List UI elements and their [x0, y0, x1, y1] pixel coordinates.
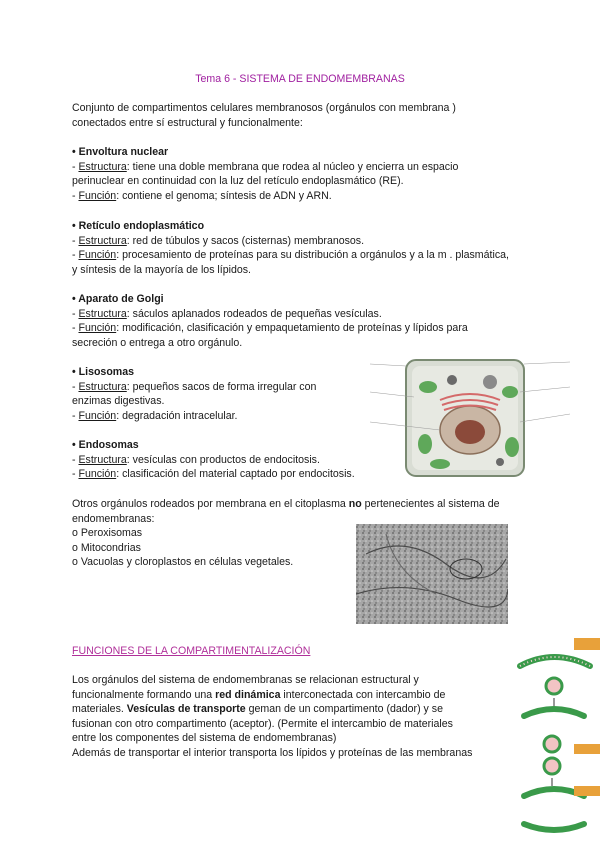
vesicle-transport-figure [514, 636, 600, 836]
endosomas-heading: • Endosomas [72, 439, 139, 451]
golgi-fun-text-1: : modificación, clasificación y empaquetamiento de proteínas y lípidos para [116, 322, 468, 335]
intro-line-2: conectados entre sí estructural y funcionalmente: [72, 116, 303, 129]
cell-diagram-figure [370, 352, 570, 482]
funciones-line-2a: funcionalmente formando una [72, 688, 216, 701]
otros-line-1b: no [348, 498, 362, 510]
otros-item: o Mitocondrias [72, 541, 141, 554]
endosomas-est-text: : vesículas con productos de endocitosis. [126, 453, 320, 466]
funciones-line-4: fusionan con otro compartimento (aceptor). (Permite el intercambio de materiales [72, 717, 453, 730]
endosomas-est-label: Estructura [78, 453, 127, 466]
section-lisosomas: • Lisosomas - Estructura: pequeños sacos de forma irregular con enzimas digestivas. - Función: degradación intracelular. [72, 365, 372, 423]
lisosomas-fun-text: : degradación intracelular. [116, 409, 238, 422]
endosomas-fun-text: : clasificación del material captado por endocitosis. [116, 468, 355, 481]
reticulo-fun-text-2: y síntesis de la mayoría de los lípidos. [72, 263, 252, 276]
funciones-line-3a: materiales. [72, 703, 127, 716]
funciones-paragraph [72, 673, 492, 761]
envoltura-est-text-2: perinuclear en continuidad con la luz del retículo endoplasmático (RE). [72, 175, 404, 188]
lisosomas-est-label: Estructura [78, 380, 127, 393]
otros-line-1a: Otros orgánulos rodeados por membrana en el citoplasma [72, 498, 349, 510]
funciones-line-6: Además de transportar el interior transporta los lípidos y proteínas de las membranas [72, 746, 473, 759]
funciones-line-3c: geman de un compartimento (dador) y se [245, 703, 443, 716]
cell-diagram-illustration [370, 352, 570, 482]
funciones-line-3b: Vesículas de transporte [126, 703, 246, 716]
endosomas-fun-label: Función [78, 468, 117, 481]
funciones-line-1: Los orgánulos del sistema de endomembranas se relacionan estructural y [72, 674, 419, 686]
vesicle-transport-illustration [514, 636, 600, 836]
reticulo-est-label: Estructura [78, 234, 127, 247]
funciones-line-5: entre los componentes del sistema de endomembranas) [72, 732, 337, 745]
section-reticulo: • Retículo endoplasmático - Estructura: red de túbulos y sacos (cisternas) membranosos. - Función: procesamiento de proteínas para su distribución a orgánulos y a la m . plasmática, y síntesis de la mayoría de los lípidos. [72, 219, 542, 277]
envoltura-heading: • Envoltura nuclear [72, 146, 169, 158]
reticulo-est-text: : red de túbulos y sacos (cisternas) membranosos. [126, 234, 365, 247]
golgi-fun-label: Función [78, 322, 117, 335]
lisosomas-heading: • Lisosomas [72, 366, 134, 378]
lisosomas-est-text-2: enzimas digestivas. [72, 395, 165, 408]
otros-line-2: endomembranas: [72, 512, 155, 525]
section-golgi: • Aparato de Golgi - Estructura: sáculos aplanados rodeados de pequeñas vesículas. - Función: modificación, clasificación y empaquetamiento de proteínas y lípidos para secreción o entrega a otro orgánulo. [72, 292, 542, 350]
section-envoltura: • Envoltura nuclear - Estructura: tiene una doble membrana que rodea al núcleo y encierra un espacio perinuclear en continuidad con la luz del retículo endoplasmático (RE). - Función: contiene el genoma; síntesis de ADN y ARN. [72, 145, 542, 203]
envoltura-est-text-1: : tiene una doble membrana que rodea al núcleo y encierra un espacio [126, 160, 459, 173]
envoltura-fun-label: Función [78, 189, 117, 202]
envoltura-est-label: Estructura [78, 160, 127, 173]
otros-item: o Vacuolas y cloroplastos en células vegetales. [72, 556, 294, 569]
envoltura-fun-text: : contiene el genoma; síntesis de ADN y ARN. [116, 189, 332, 202]
funciones-line-2b: red dinámica [215, 688, 281, 701]
golgi-fun-text-2: secreción o entrega a otro orgánulo. [72, 336, 243, 349]
golgi-est-text: : sáculos aplanados rodeados de pequeñas vesículas. [126, 307, 382, 320]
lisosomas-est-text-1: : pequeños sacos de forma irregular con [126, 380, 317, 393]
reticulo-heading: • Retículo endoplasmático [72, 220, 205, 232]
micrograph-figure [356, 514, 508, 634]
intro-line-1: Conjunto de compartimentos celulares membranosos (orgánulos con membrana ) [72, 102, 456, 114]
funciones-line-2c: interconectada con intercambio de [280, 688, 446, 701]
intro-paragraph [72, 101, 542, 130]
golgi-est-label: Estructura [78, 307, 127, 320]
reticulo-fun-text-1: : procesamiento de proteínas para su distribución a orgánulos y a la m . plasmática, [116, 249, 509, 262]
page-title: Tema 6 - SISTEMA DE ENDOMEMBRANAS [195, 73, 405, 85]
golgi-heading: • Aparato de Golgi [72, 293, 164, 305]
section-endosomas: • Endosomas - Estructura: vesículas con productos de endocitosis. - Función: clasificación del material captado por endocitosis. [72, 438, 372, 482]
funciones-heading: FUNCIONES DE LA COMPARTIMENTALIZACIÓN [72, 645, 311, 657]
lisosomas-fun-label: Función [78, 409, 117, 422]
reticulo-fun-label: Función [78, 249, 117, 262]
otros-line-1c: pertenecientes al sistema de [361, 498, 500, 510]
micrograph-image [356, 514, 508, 634]
otros-item: o Peroxisomas [72, 527, 143, 540]
